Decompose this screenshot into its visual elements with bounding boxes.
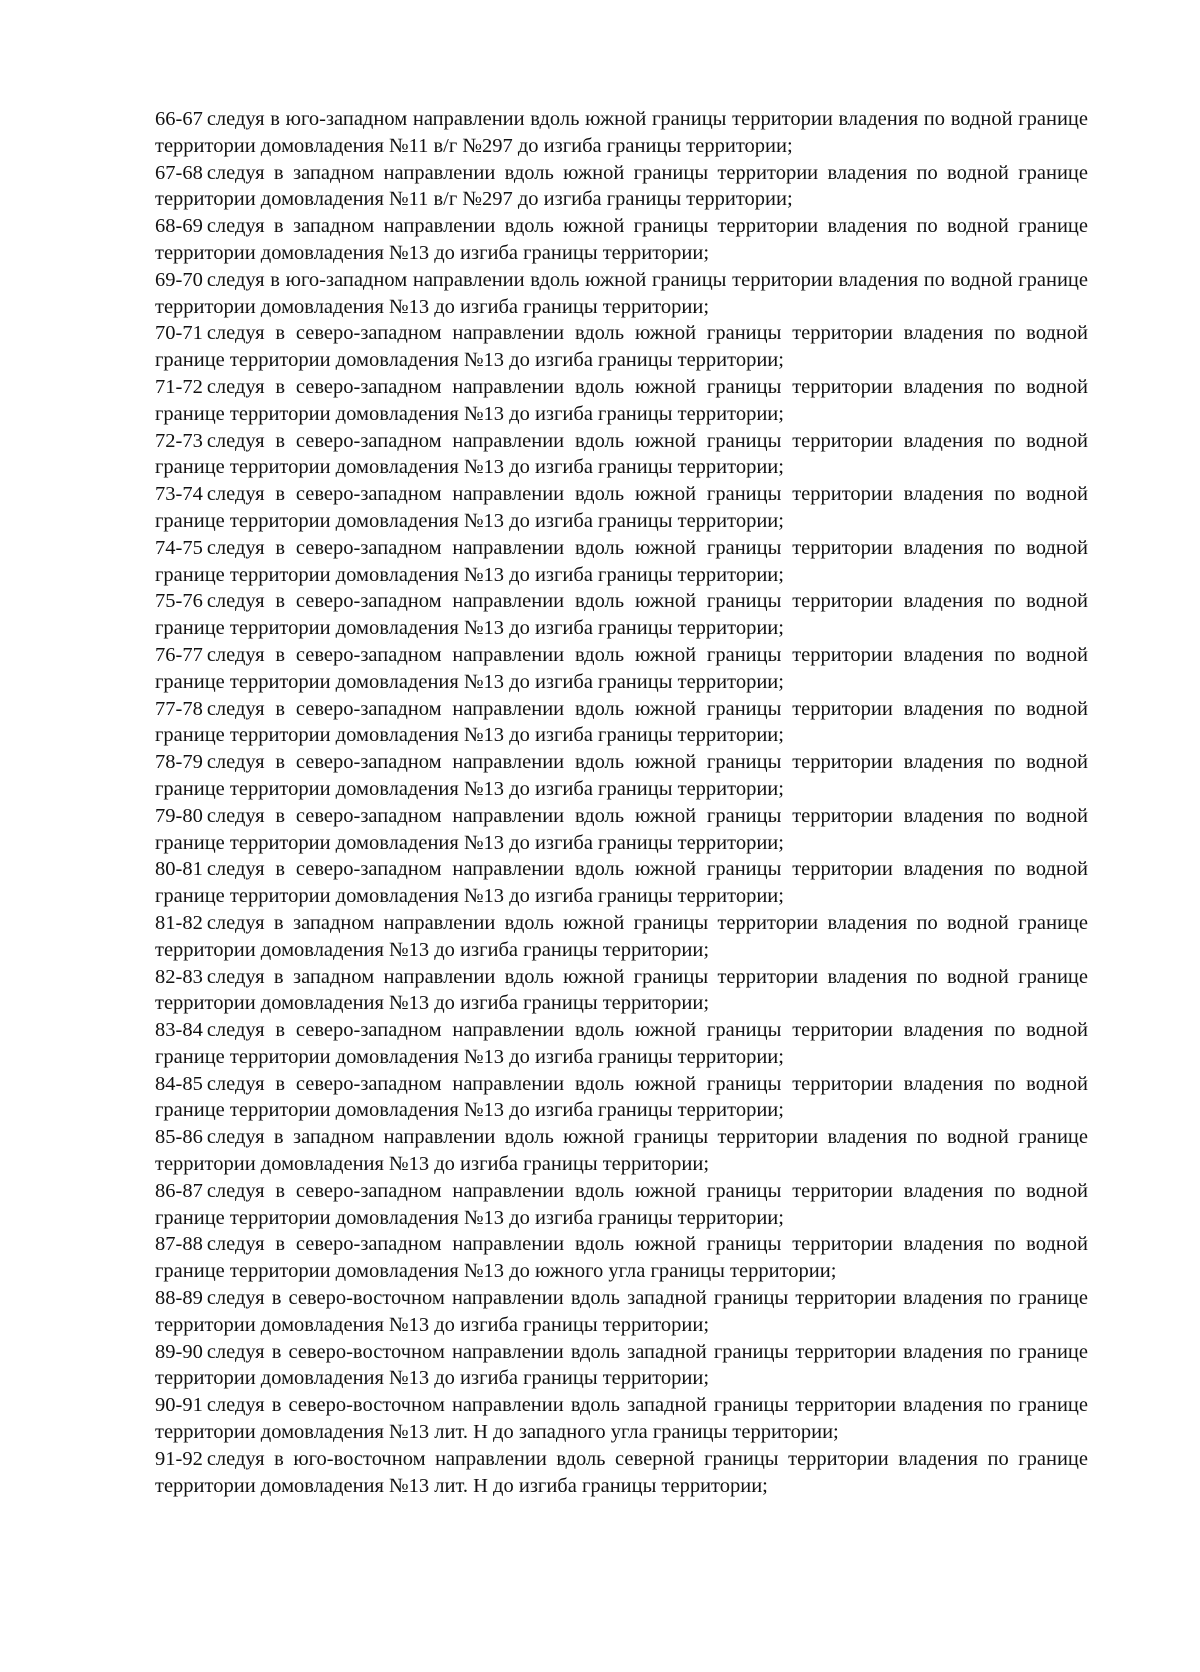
boundary-segment-91-92 xyxy=(155,1446,1088,1500)
boundary-segment-74-75 xyxy=(155,535,1088,589)
boundary-segment-78-79 xyxy=(155,749,1088,803)
segment-number: 78-79 xyxy=(155,751,203,774)
segment-description: следуя в юго-западном направлении вдоль южной границы территории владения по водной границе территории домовладения №11 в/г №297 до изгиба границы территории; xyxy=(155,108,1088,157)
segment-description: следуя в северо-западном направлении вдоль южной границы территории владения по водной границе территории домовладения №13 до изгиба границы территории; xyxy=(155,697,1088,747)
segment-description: следуя в северо-западном направлении вдоль южной границы территории владения по водной границе территории домовладения №13 до изгиба границы территории; xyxy=(155,483,1088,532)
segment-description: следуя в северо-западном направлении вдоль южной границы территории владения по водной границе территории домовладения №13 до изгиба границы территории; xyxy=(155,1072,1088,1122)
segment-number: 80-81 xyxy=(155,858,203,881)
segment-number: 67-68 xyxy=(155,161,203,184)
segment-description: следуя в западном направлении вдоль южной границы территории владения по водной границе территории домовладения №13 до изгиба границы территории; xyxy=(155,911,1088,961)
segment-description: следуя в юго-восточном направлении вдоль северной границы территории владения по границе территории домовладения №13 лит. Н до изгиба границы территории; xyxy=(155,1447,1088,1497)
boundary-segment-73-74 xyxy=(155,481,1088,535)
segment-description: следуя в северо-западном направлении вдоль южной границы территории владения по водной границе территории домовладения №13 до изгиба границы территории; xyxy=(155,643,1088,693)
boundary-segment-77-78 xyxy=(155,696,1088,750)
segment-number: 71-72 xyxy=(155,375,203,398)
boundary-segment-79-80 xyxy=(155,803,1088,857)
boundary-segment-85-86 xyxy=(155,1124,1088,1178)
segment-description: следуя в северо-западном направлении вдоль южной границы территории владения по водной границе территории домовладения №13 до изгиба границы территории; xyxy=(155,1179,1088,1229)
segment-description: следуя в западном направлении вдоль южной границы территории владения по водной границе территории домовладения №13 до изгиба границы территории; xyxy=(155,215,1088,264)
boundary-segment-81-82 xyxy=(155,910,1088,964)
segment-description: следуя в северо-западном направлении вдоль южной границы территории владения по водной границе территории домовладения №13 до изгиба границы территории; xyxy=(155,536,1088,586)
segment-number: 81-82 xyxy=(155,911,203,934)
segment-number: 73-74 xyxy=(155,483,203,506)
segment-description: следуя в северо-западном направлении вдоль южной границы территории владения по водной границе территории домовладения №13 до изгиба границы территории; xyxy=(155,590,1088,640)
segment-description: следуя в северо-западном направлении вдоль южной границы территории владения по водной границе территории домовладения №13 до изгиба границы территории; xyxy=(155,858,1088,908)
segment-description: следуя в северо-западном направлении вдоль южной границы территории владения по водной границе территории домовладения №13 до изгиба границы территории; xyxy=(155,804,1088,854)
segment-number: 90-91 xyxy=(155,1394,203,1417)
segment-number: 70-71 xyxy=(155,322,203,345)
segment-number: 75-76 xyxy=(155,590,203,613)
segment-number: 86-87 xyxy=(155,1179,203,1202)
boundary-segment-86-87 xyxy=(155,1178,1088,1232)
boundary-segment-69-70 xyxy=(155,267,1088,321)
boundary-segment-68-69 xyxy=(155,213,1088,267)
boundary-segment-84-85 xyxy=(155,1071,1088,1125)
boundary-segment-82-83 xyxy=(155,964,1088,1018)
segment-number: 83-84 xyxy=(155,1019,203,1042)
segment-number: 77-78 xyxy=(155,697,203,720)
boundary-segment-80-81 xyxy=(155,856,1088,910)
segment-description: следуя в северо-восточном направлении вдоль западной границы территории владения по границе территории домовладения №13 до изгиба границы территории; xyxy=(155,1287,1088,1336)
boundary-description-list xyxy=(155,106,1088,1499)
segment-number: 82-83 xyxy=(155,965,203,988)
segment-description: следуя в северо-западном направлении вдоль южной границы территории владения по водной границе территории домовладения №13 до изгиба границы территории; xyxy=(155,429,1088,479)
segment-number: 68-69 xyxy=(155,215,203,238)
segment-number: 88-89 xyxy=(155,1287,203,1310)
segment-number: 72-73 xyxy=(155,429,203,452)
segment-description: следуя в северо-западном направлении вдоль южной границы территории владения по водной границе территории домовладения №13 до изгиба границы территории; xyxy=(155,322,1088,372)
boundary-segment-83-84 xyxy=(155,1017,1088,1071)
boundary-segment-76-77 xyxy=(155,642,1088,696)
segment-number: 84-85 xyxy=(155,1072,203,1095)
boundary-segment-89-90 xyxy=(155,1339,1088,1393)
segment-number: 85-86 xyxy=(155,1126,203,1149)
segment-description: следуя в западном направлении вдоль южной границы территории владения по водной границе территории домовладения №11 в/г №297 до изгиба границы территории; xyxy=(155,161,1088,211)
boundary-segment-75-76 xyxy=(155,588,1088,642)
segment-description: следуя в западном направлении вдоль южной границы территории владения по водной границе территории домовладения №13 до изгиба границы территории; xyxy=(155,1126,1088,1176)
segment-description: следуя в северо-западном направлении вдоль южной границы территории владения по водной границе территории домовладения №13 до изгиба границы территории; xyxy=(155,1019,1088,1068)
segment-description: следуя в северо-западном направлении вдоль южной границы территории владения по водной границе территории домовладения №13 до южного угла границы территории; xyxy=(155,1233,1088,1283)
segment-description: следуя в северо-западном направлении вдоль южной границы территории владения по водной границе территории домовладения №13 до изгиба границы территории; xyxy=(155,751,1088,800)
segment-description: следуя в юго-западном направлении вдоль южной границы территории владения по водной границе территории домовладения №13 до изгиба границы территории; xyxy=(155,268,1088,318)
segment-number: 74-75 xyxy=(155,536,203,559)
segment-description: следуя в западном направлении вдоль южной границы территории владения по водной границе территории домовладения №13 до изгиба границы территории; xyxy=(155,965,1088,1015)
segment-number: 79-80 xyxy=(155,804,203,827)
segment-number: 91-92 xyxy=(155,1447,203,1470)
boundary-segment-90-91 xyxy=(155,1392,1088,1446)
segment-description: следуя в северо-восточном направлении вдоль западной границы территории владения по границе территории домовладения №13 лит. Н до западного угла границы территории; xyxy=(155,1394,1088,1444)
segment-description: следуя в северо-восточном направлении вдоль западной границы территории владения по границе территории домовладения №13 до изгиба границы территории; xyxy=(155,1340,1088,1390)
segment-number: 89-90 xyxy=(155,1340,203,1363)
boundary-segment-71-72 xyxy=(155,374,1088,428)
segment-number: 69-70 xyxy=(155,268,203,291)
segment-number: 66-67 xyxy=(155,108,203,130)
boundary-segment-67-68 xyxy=(155,160,1088,214)
boundary-segment-88-89 xyxy=(155,1285,1088,1339)
boundary-segment-70-71 xyxy=(155,320,1088,374)
segment-number: 87-88 xyxy=(155,1233,203,1256)
segment-number: 76-77 xyxy=(155,643,203,666)
boundary-segment-72-73 xyxy=(155,428,1088,482)
boundary-segment-87-88 xyxy=(155,1231,1088,1285)
boundary-segment-66-67 xyxy=(155,106,1088,160)
segment-description: следуя в северо-западном направлении вдоль южной границы территории владения по водной границе территории домовладения №13 до изгиба границы территории; xyxy=(155,375,1088,425)
